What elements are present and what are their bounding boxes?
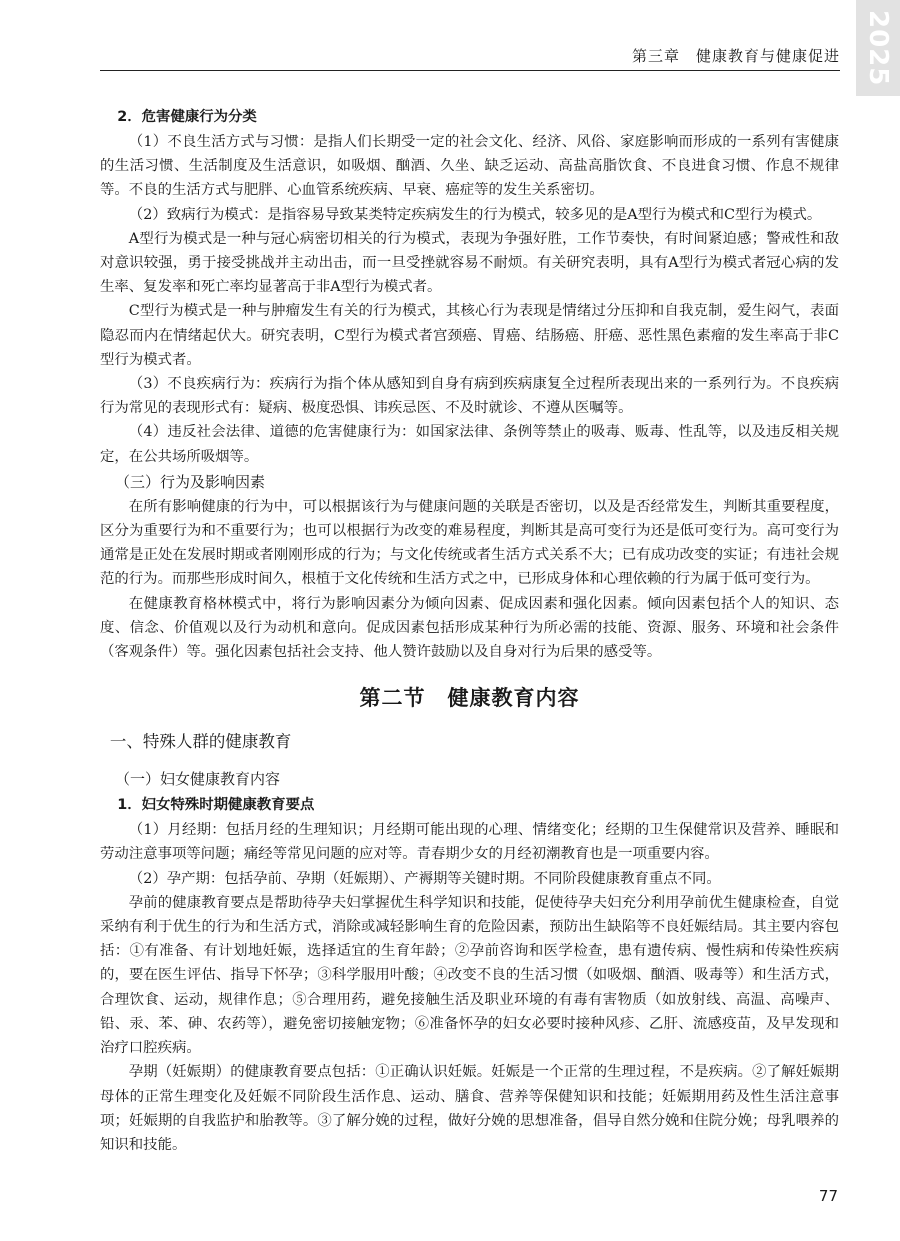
subheading-harmful-behavior-types: 2．危害健康行为分类 xyxy=(117,109,257,125)
heading-special-populations: 一、特殊人群的健康教育 xyxy=(109,732,292,752)
paragraph: （3）不良疾病行为：疾病行为指个体从感知到自身有病到疾病康复全过程所表现出来的一系列行为。不良疾病行为常见的表现形式有：疑病、极度恐惧、讳疾忌医、不及时就诊、不遵从医嘱等。 xyxy=(100,376,839,417)
paragraph: （1）不良生活方式与习惯：是指人们长期受一定的社会文化、经济、风俗、家庭影响而形成的一系列有害健康的生活习惯、生活制度及生活意识，如吸烟、酗酒、久坐、缺乏运动、高盐高脂饮食、不良进食习惯、作息不规律等。不良的生活方式与肥胖、心血管系统疾病、早衰、癌症等的发生关系密切。 xyxy=(100,134,839,199)
paragraph: （1）月经期：包括月经的生理知识；月经期可能出现的心理、情绪变化；经期的卫生保健常识及营养、睡眠和劳动注意事项等问题；痛经等常见问题的应对等。青春期少女的月经初潮教育也是一项重要内容。 xyxy=(100,822,839,863)
paragraph: （2）孕产期：包括孕前、孕期（妊娠期）、产褥期等关键时期。不同阶段健康教育重点不同。 xyxy=(128,870,721,887)
subheading-women-special-periods: 1．妇女特殊时期健康教育要点 xyxy=(117,797,315,814)
section-title: 第二节 健康教育内容 xyxy=(359,686,580,711)
page-body xyxy=(100,104,839,1157)
paragraph: 在所有影响健康的行为中，可以根据该行为与健康问题的关联是否密切，以及是否经常发生，判断其重要程度，区分为重要行为和不重要行为；也可以根据行为改变的难易程度，判断其是高可变行为还是低可变行为。高可变行为通常是正处在发展时期或者刚刚形成的行为；与文化传统或者生活方式关系不大；已有成功改变的实证；有违社会规范的行为。而那些形成时间久，根植于文化传统和生活方式之中，已形成身体和心理依赖的行为属于低可变行为。 xyxy=(100,498,839,588)
paragraph: 孕前的健康教育要点是帮助待孕夫妇掌握优生科学知识和技能，促使待孕夫妇充分利用孕前优生健康检查，自觉采纳有利于优生的行为和生活方式，消除或减轻影响生育的危险因素，预防出生缺陷等不良妊娠结局。其主要内容包括：①有准备、有计划地妊娠，选择适宜的生育年龄；②孕前咨询和医学检查，患有遗传病、慢性病和传染性疾病的，要在医生评估、指导下怀孕；③科学服用叶酸；④改变不良的生活习惯（如吸烟、酗酒、吸毒等）和生活方式，合理饮食、运动，规律作息；⑤合理用药，避免接触生活及职业环境的有毒有害物质（如放射线、高温、高噪声、铅、汞、苯、砷、农药等），避免密切接触宠物；⑥准备怀孕的妇女必要时接种风疹、乙肝、流感疫苗，及早发现和治疗口腔疾病。 xyxy=(100,894,839,1057)
year-tab: 2025 xyxy=(856,0,900,96)
paragraph: A型行为模式是一种与冠心病密切相关的行为模式，表现为争强好胜，工作节奏快，有时间紧迫感；警戒性和敌对意识较强，勇于接受挑战并主动出击，而一旦受挫就容易不耐烦。有关研究表明，具有A型行为模式者冠心病的发生率、复发率和死亡率均显著高于非A型行为模式者。 xyxy=(100,230,839,296)
paragraph: （2）致病行为模式：是指容易导致某类特定疾病发生的行为模式，较多见的是A型行为模式和C型行为模式。 xyxy=(128,206,822,223)
page-number: 77 xyxy=(818,1187,838,1205)
running-head: 第三章 健康教育与健康促进 xyxy=(100,44,840,71)
subheading-behavior-factors: （三）行为及影响因素 xyxy=(115,472,266,491)
paragraph: 孕期（妊娠期）的健康教育要点包括：①正确认识妊娠。妊娠是一个正常的生理过程，不是疾病。②了解妊娠期母体的正常生理变化及妊娠不同阶段生活作息、运动、膳食、营养等保健知识和技能；妊娠期用药及性生活注意事项；妊娠期的自我监护和胎教等。③了解分娩的过程，做好分娩的思想准备，倡导自然分娩和住院分娩；母乳喂养的知识和技能。 xyxy=(100,1064,839,1153)
paragraph: 在健康教育格林模式中，将行为影响因素分为倾向因素、促成因素和强化因素。倾向因素包括个人的知识、态度、信念、价值观以及行为动机和意向。促成因素包括形成某种行为所必需的技能、资源、服务、环境和社会条件（客观条件）等。强化因素包括社会支持、他人赞许鼓励以及自身对行为后果的感受等。 xyxy=(100,595,839,661)
subheading-women-health: （一）妇女健康教育内容 xyxy=(115,770,281,789)
paragraph: （4）违反社会法律、道德的危害健康行为：如国家法律、条例等禁止的吸毒、贩毒、性乱等，以及违反相关规定，在公共场所吸烟等。 xyxy=(100,424,839,465)
paragraph: C型行为模式是一种与肿瘤发生有关的行为模式，其核心行为表现是情绪过分压抑和自我克制，爱生闷气，表面隐忍而内在情绪起伏大。研究表明，C型行为模式者宫颈癌、胃癌、结肠癌、肝癌、恶性黑色素瘤的发生率高于非C型行为模式者。 xyxy=(100,303,839,368)
